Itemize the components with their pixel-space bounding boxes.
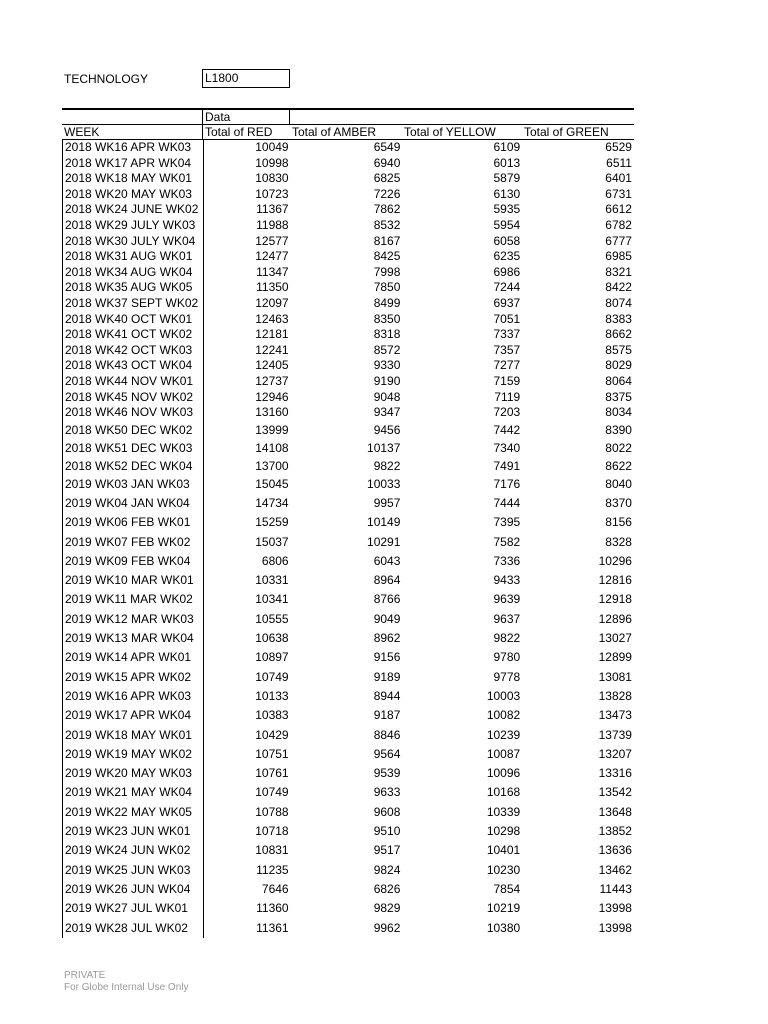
cell-amber[interactable]: 9824 [373, 862, 401, 877]
cell-amber[interactable]: 8167 [373, 233, 401, 248]
cell-red[interactable]: 10788 [203, 803, 291, 822]
table-row [63, 880, 634, 899]
cell-week[interactable]: 2019 WK18 MAY WK01 [65, 727, 192, 742]
cell-red[interactable]: 11350 [203, 280, 291, 296]
table-row [63, 552, 634, 571]
table-row [63, 533, 634, 552]
header-total-yellow[interactable]: Total of YELLOW [404, 125, 496, 139]
table-row [63, 687, 634, 706]
table-row [63, 140, 634, 156]
footer-internal-note: For Globe Internal Use Only [64, 982, 189, 993]
cell-red[interactable]: 12477 [203, 249, 291, 265]
cell-amber[interactable]: 9829 [373, 901, 401, 916]
cell-red[interactable]: 10761 [203, 764, 291, 783]
table-row [63, 648, 634, 667]
cell-amber[interactable]: 9957 [373, 495, 401, 510]
cell-red[interactable]: 12577 [203, 234, 291, 250]
cell-green[interactable]: 6731 [605, 186, 632, 201]
cell-yellow[interactable]: 10298 [486, 824, 521, 839]
cell-amber[interactable]: 8572 [373, 342, 401, 357]
cell-week[interactable]: 2019 WK03 JAN WK03 [65, 476, 190, 491]
cell-red[interactable]: 11988 [203, 218, 291, 234]
cell-green[interactable]: 13648 [598, 804, 632, 819]
cell-yellow[interactable]: 6130 [493, 186, 521, 201]
table-row [63, 312, 634, 328]
cell-red[interactable]: 10749 [203, 783, 291, 802]
cell-green[interactable]: 12816 [598, 573, 632, 588]
cell-red[interactable]: 12097 [203, 296, 291, 312]
table-row [63, 745, 634, 764]
cell-red[interactable]: 12181 [203, 327, 291, 343]
cell-red[interactable]: 12463 [203, 312, 291, 328]
cell-week[interactable]: 2019 WK24 JUN WK02 [65, 843, 191, 858]
table-row [63, 327, 634, 343]
cell-red[interactable]: 10429 [203, 726, 291, 745]
pivot-body [62, 140, 634, 938]
cell-yellow[interactable]: 9433 [493, 573, 521, 588]
cell-green[interactable]: 8370 [605, 495, 632, 510]
cell-week[interactable]: 2018 WK30 JULY WK04 [65, 233, 196, 248]
cell-green[interactable]: 6529 [605, 140, 632, 154]
table-row [63, 494, 634, 513]
cell-red[interactable]: 10749 [203, 668, 291, 687]
cell-week[interactable]: 2018 WK41 OCT WK02 [65, 327, 193, 342]
table-row [63, 358, 634, 374]
cell-yellow[interactable]: 10168 [486, 785, 521, 800]
cell-yellow[interactable]: 6937 [493, 295, 521, 310]
cell-yellow[interactable]: 7277 [493, 358, 521, 373]
cell-week[interactable]: 2018 WK17 APR WK04 [65, 155, 192, 170]
cell-amber[interactable]: 9564 [373, 746, 401, 761]
cell-green[interactable]: 12896 [598, 611, 632, 626]
cell-green[interactable]: 6511 [606, 155, 632, 170]
cell-amber[interactable]: 9633 [373, 785, 401, 800]
cell-green[interactable]: 13998 [598, 920, 632, 935]
cell-yellow[interactable]: 6986 [493, 264, 521, 279]
cell-red[interactable]: 12737 [203, 374, 291, 390]
cell-amber[interactable]: 10149 [367, 515, 401, 530]
cell-green[interactable]: 6612 [605, 202, 632, 217]
cell-red[interactable]: 10049 [203, 140, 291, 156]
cell-red[interactable]: 12241 [203, 343, 291, 359]
table-row [63, 899, 634, 918]
cell-red[interactable]: 10897 [203, 648, 291, 667]
cell-amber[interactable]: 10033 [367, 476, 401, 491]
table-row [63, 265, 634, 281]
cell-week[interactable]: 2018 WK34 AUG WK04 [65, 264, 193, 279]
cell-yellow[interactable]: 10082 [486, 708, 521, 723]
cell-yellow[interactable]: 10219 [486, 901, 521, 916]
cell-yellow[interactable]: 10230 [486, 862, 521, 877]
table-row [63, 668, 634, 687]
cell-amber[interactable]: 10291 [367, 534, 401, 549]
cell-yellow[interactable]: 6058 [493, 233, 521, 248]
cell-amber[interactable]: 8846 [373, 727, 401, 742]
cell-week[interactable]: 2019 WK16 APR WK03 [65, 688, 192, 703]
cell-week[interactable]: 2018 WK29 JULY WK03 [65, 217, 196, 232]
cell-green[interactable]: 8321 [605, 264, 632, 279]
cell-yellow[interactable]: 7336 [493, 553, 521, 568]
table-row [63, 218, 634, 234]
cell-week[interactable]: 2018 WK18 MAY WK01 [65, 171, 192, 186]
table-row [63, 374, 634, 390]
table-row [63, 610, 634, 629]
cell-amber[interactable]: 9330 [373, 358, 401, 373]
cell-red[interactable]: 10831 [203, 841, 291, 860]
table-row [63, 457, 634, 475]
cell-amber[interactable]: 8964 [373, 573, 401, 588]
cell-yellow[interactable]: 7337 [493, 327, 521, 342]
cell-yellow[interactable]: 6109 [493, 140, 521, 154]
cell-green[interactable]: 8074 [605, 295, 632, 310]
cell-week[interactable]: 2018 WK20 MAY WK03 [65, 186, 192, 201]
cell-week[interactable]: 2019 WK22 MAY WK05 [65, 804, 192, 819]
cell-yellow[interactable]: 7582 [493, 534, 521, 549]
cell-amber[interactable]: 9510 [373, 824, 401, 839]
cell-green[interactable]: 10296 [598, 553, 632, 568]
cell-amber[interactable]: 6549 [373, 140, 401, 154]
cell-amber[interactable]: 9456 [373, 422, 401, 437]
classification-footer [64, 970, 189, 994]
cell-week[interactable]: 2018 WK31 AUG WK01 [65, 249, 193, 264]
cell-week[interactable]: 2019 WK14 APR WK01 [65, 650, 192, 665]
cell-red[interactable]: 11235 [203, 861, 291, 880]
table-row [63, 249, 634, 265]
table-row [63, 280, 634, 296]
cell-yellow[interactable]: 7395 [493, 515, 521, 530]
cell-yellow[interactable]: 10339 [486, 804, 521, 819]
cell-green[interactable]: 13207 [598, 746, 632, 761]
cell-amber[interactable]: 8962 [373, 631, 401, 646]
table-row [63, 861, 634, 880]
cell-week[interactable]: 2018 WK51 DEC WK03 [65, 440, 193, 455]
pivot-table [62, 108, 634, 938]
table-row [63, 405, 634, 421]
cell-amber[interactable]: 6043 [373, 553, 401, 568]
cell-red[interactable]: 11361 [203, 919, 291, 938]
cell-red[interactable]: 10718 [203, 822, 291, 841]
cell-yellow[interactable]: 10087 [486, 746, 521, 761]
cell-week[interactable]: 2019 WK27 JUL WK01 [65, 901, 188, 916]
cell-red[interactable]: 10751 [203, 745, 291, 764]
table-row [63, 841, 634, 860]
cell-green[interactable]: 13081 [598, 669, 632, 684]
cell-week[interactable]: 2019 WK25 JUN WK03 [65, 862, 191, 877]
cell-red[interactable]: 10723 [203, 187, 291, 203]
table-row [63, 783, 634, 802]
cell-red[interactable]: 10133 [203, 687, 291, 706]
pivot-data-header-row [62, 108, 634, 124]
cell-week[interactable]: 2018 WK45 NOV WK02 [65, 389, 194, 404]
cell-green[interactable]: 13636 [598, 843, 632, 858]
header-total-amber[interactable]: Total of AMBER [292, 125, 377, 139]
cell-red[interactable]: 6806 [203, 552, 291, 571]
cell-red[interactable]: 13999 [203, 421, 291, 439]
table-row [63, 803, 634, 822]
cell-amber[interactable]: 6826 [373, 881, 401, 896]
table-row [63, 919, 634, 938]
cell-green[interactable]: 6777 [605, 233, 632, 248]
table-row [63, 202, 634, 218]
cell-yellow[interactable]: 10401 [486, 843, 521, 858]
cell-amber[interactable]: 7998 [373, 264, 401, 279]
cell-amber[interactable]: 8944 [373, 688, 401, 703]
cell-yellow[interactable]: 7340 [493, 440, 521, 455]
cell-amber[interactable]: 9156 [373, 650, 401, 665]
cell-week[interactable]: 2019 WK23 JUN WK01 [65, 824, 191, 839]
table-row [63, 822, 634, 841]
table-row [63, 171, 634, 187]
cell-week[interactable]: 2019 WK13 MAR WK04 [65, 631, 194, 646]
cell-week[interactable]: 2019 WK07 FEB WK02 [65, 534, 191, 549]
cell-green[interactable]: 13739 [598, 727, 632, 742]
cell-amber[interactable]: 8425 [373, 249, 401, 264]
cell-yellow[interactable]: 10239 [486, 727, 521, 742]
cell-green[interactable]: 13828 [598, 688, 632, 703]
cell-week[interactable]: 2019 WK06 FEB WK01 [65, 515, 191, 530]
cell-green[interactable]: 8383 [605, 311, 632, 326]
table-row [63, 706, 634, 725]
cell-green[interactable]: 13473 [598, 708, 632, 723]
cell-green[interactable]: 8575 [605, 342, 632, 357]
cell-green[interactable]: 8375 [605, 389, 632, 404]
cell-week[interactable]: 2019 WK04 JAN WK04 [65, 495, 190, 510]
cell-red[interactable]: 15037 [203, 533, 291, 552]
cell-amber[interactable]: 8318 [373, 327, 401, 342]
cell-green[interactable]: 13316 [598, 766, 632, 781]
cell-yellow[interactable]: 9780 [493, 650, 521, 665]
technology-filter-label: TECHNOLOGY [64, 72, 149, 86]
table-row [63, 439, 634, 457]
cell-yellow[interactable]: 9778 [493, 669, 521, 684]
cell-green[interactable]: 13027 [598, 631, 632, 646]
cell-amber[interactable]: 8532 [373, 217, 401, 232]
cell-red[interactable]: 10331 [203, 571, 291, 590]
cell-amber[interactable]: 9190 [373, 373, 401, 388]
cell-red[interactable]: 10341 [203, 590, 291, 609]
cell-week[interactable]: 2018 WK46 NOV WK03 [65, 405, 194, 420]
cell-green[interactable]: 6401 [605, 171, 632, 186]
cell-amber[interactable]: 8766 [373, 592, 401, 607]
cell-green[interactable]: 8422 [605, 280, 632, 295]
table-row [63, 343, 634, 359]
cell-red[interactable]: 12405 [203, 358, 291, 374]
cell-yellow[interactable]: 7176 [493, 476, 521, 491]
cell-red[interactable]: 14734 [203, 494, 291, 513]
cell-yellow[interactable]: 7159 [493, 373, 521, 388]
cell-red[interactable]: 14108 [203, 439, 291, 457]
cell-green[interactable]: 8022 [605, 440, 632, 455]
cell-amber[interactable]: 6940 [373, 155, 401, 170]
cell-red[interactable]: 11367 [203, 202, 291, 218]
cell-green[interactable]: 8064 [605, 373, 632, 388]
header-total-red[interactable]: Total of RED [202, 125, 290, 139]
cell-amber[interactable]: 9608 [373, 804, 401, 819]
table-row [63, 726, 634, 745]
cell-green[interactable]: 13542 [598, 785, 632, 800]
cell-week[interactable]: 2019 WK28 JUL WK02 [65, 920, 188, 935]
table-row [63, 590, 634, 609]
cell-green[interactable]: 13462 [598, 862, 632, 877]
cell-yellow[interactable]: 7442 [493, 422, 521, 437]
cell-green[interactable]: 12918 [598, 592, 632, 607]
table-row [63, 187, 634, 203]
cell-yellow[interactable]: 7357 [493, 342, 521, 357]
cell-green[interactable]: 8156 [605, 515, 632, 530]
cell-yellow[interactable]: 6235 [493, 249, 521, 264]
cell-yellow[interactable]: 7244 [493, 280, 521, 295]
table-row [63, 390, 634, 406]
cell-yellow[interactable]: 7444 [493, 495, 521, 510]
cell-red[interactable]: 10830 [203, 171, 291, 187]
cell-week[interactable]: 2019 WK10 MAR WK01 [65, 573, 194, 588]
cell-amber[interactable]: 7226 [373, 186, 401, 201]
cell-week[interactable]: 2018 WK35 AUG WK05 [65, 280, 193, 295]
cell-red[interactable]: 11360 [203, 899, 291, 918]
table-row [63, 571, 634, 590]
cell-amber[interactable]: 8499 [373, 295, 401, 310]
cell-yellow[interactable]: 10096 [486, 766, 521, 781]
cell-week[interactable]: 2019 WK26 JUN WK04 [65, 881, 191, 896]
cell-amber[interactable]: 6825 [373, 171, 401, 186]
cell-amber[interactable]: 9347 [373, 405, 401, 420]
header-total-green[interactable]: Total of GREEN [524, 125, 609, 139]
cell-week[interactable]: 2019 WK19 MAY WK02 [65, 746, 192, 761]
cell-green[interactable]: 8662 [605, 327, 632, 342]
cell-week[interactable]: 2018 WK24 JUNE WK02 [65, 202, 199, 217]
cell-week[interactable]: 2019 WK17 APR WK04 [65, 708, 192, 723]
cell-week[interactable]: 2018 WK44 NOV WK01 [65, 373, 194, 388]
cell-yellow[interactable]: 10380 [486, 920, 521, 935]
cell-red[interactable]: 10383 [203, 706, 291, 725]
cell-yellow[interactable]: 9822 [493, 631, 521, 646]
cell-green[interactable]: 13852 [598, 824, 632, 839]
cell-week[interactable]: 2018 WK16 APR WK03 [65, 140, 192, 154]
cell-red[interactable]: 15045 [203, 475, 291, 494]
cell-amber[interactable]: 8350 [373, 311, 401, 326]
cell-amber[interactable]: 9539 [373, 766, 401, 781]
header-week[interactable]: WEEK [64, 125, 100, 139]
cell-week[interactable]: 2018 WK42 OCT WK03 [65, 342, 193, 357]
cell-yellow[interactable]: 9637 [493, 611, 521, 626]
cell-green[interactable]: 6985 [605, 249, 632, 264]
cell-yellow[interactable]: 7854 [493, 881, 521, 896]
footer-private: PRIVATE [64, 970, 106, 981]
cell-week[interactable]: 2018 WK50 DEC WK02 [65, 422, 193, 437]
cell-red[interactable]: 13700 [203, 457, 291, 475]
cell-red[interactable]: 10555 [203, 610, 291, 629]
cell-green[interactable]: 6782 [605, 217, 632, 232]
cell-red[interactable]: 7646 [203, 880, 291, 899]
cell-green[interactable]: 8040 [605, 476, 632, 491]
cell-red[interactable]: 10998 [203, 156, 291, 172]
cell-week[interactable]: 2019 WK09 FEB WK04 [65, 553, 191, 568]
cell-yellow[interactable]: 5954 [493, 217, 521, 232]
cell-amber[interactable]: 9187 [373, 708, 401, 723]
cell-week[interactable]: 2018 WK37 SEPT WK02 [65, 295, 199, 310]
cell-yellow[interactable]: 7051 [493, 311, 521, 326]
cell-green[interactable]: 8328 [605, 534, 632, 549]
table-row [63, 513, 634, 532]
table-row [63, 296, 634, 312]
cell-green[interactable]: 13998 [598, 901, 632, 916]
table-row [63, 764, 634, 783]
cell-yellow[interactable]: 6013 [493, 155, 521, 170]
technology-filter-value[interactable]: L1800 [202, 69, 290, 88]
data-field-label: Data [202, 110, 290, 124]
cell-amber[interactable]: 9048 [373, 389, 401, 404]
cell-yellow[interactable]: 7491 [493, 458, 521, 473]
cell-green[interactable]: 8622 [605, 458, 632, 473]
table-row [63, 156, 634, 172]
cell-yellow[interactable]: 7119 [494, 389, 521, 404]
cell-amber[interactable]: 7850 [373, 280, 401, 295]
cell-amber[interactable]: 7862 [373, 202, 401, 217]
cell-yellow[interactable]: 7203 [493, 405, 521, 420]
cell-red[interactable]: 10638 [203, 629, 291, 648]
cell-week[interactable]: 2018 WK52 DEC WK04 [65, 458, 193, 473]
cell-green[interactable]: 8029 [605, 358, 632, 373]
pivot-column-headers [62, 124, 634, 140]
cell-amber[interactable]: 9049 [373, 611, 401, 626]
cell-green[interactable]: 8034 [605, 405, 632, 420]
cell-red[interactable]: 13160 [203, 405, 291, 421]
cell-week[interactable]: 2019 WK21 MAY WK04 [65, 785, 192, 800]
cell-amber[interactable]: 9962 [373, 920, 401, 935]
cell-green[interactable]: 8390 [605, 422, 632, 437]
cell-week[interactable]: 2019 WK15 APR WK02 [65, 669, 192, 684]
cell-amber[interactable]: 10137 [367, 440, 401, 455]
cell-red[interactable]: 11347 [203, 265, 291, 281]
cell-amber[interactable]: 9822 [373, 458, 401, 473]
table-row [63, 629, 634, 648]
cell-amber[interactable]: 9189 [373, 669, 401, 684]
cell-green[interactable]: 12899 [598, 650, 632, 665]
cell-yellow[interactable]: 9639 [493, 592, 521, 607]
cell-amber[interactable]: 9517 [373, 843, 401, 858]
cell-yellow[interactable]: 10003 [486, 688, 521, 703]
cell-yellow[interactable]: 5935 [493, 202, 521, 217]
cell-week[interactable]: 2018 WK43 OCT WK04 [65, 358, 193, 373]
cell-week[interactable]: 2019 WK20 MAY WK03 [65, 766, 192, 781]
cell-red[interactable]: 12946 [203, 390, 291, 406]
cell-week[interactable]: 2019 WK11 MAR WK02 [65, 592, 193, 607]
cell-red[interactable]: 15259 [203, 513, 291, 532]
cell-week[interactable]: 2018 WK40 OCT WK01 [65, 311, 193, 326]
cell-green[interactable]: 11443 [599, 881, 632, 896]
table-row [63, 475, 634, 494]
cell-week[interactable]: 2019 WK12 MAR WK03 [65, 611, 194, 626]
table-row [63, 421, 634, 439]
table-row [63, 234, 634, 250]
cell-yellow[interactable]: 5879 [493, 171, 521, 186]
